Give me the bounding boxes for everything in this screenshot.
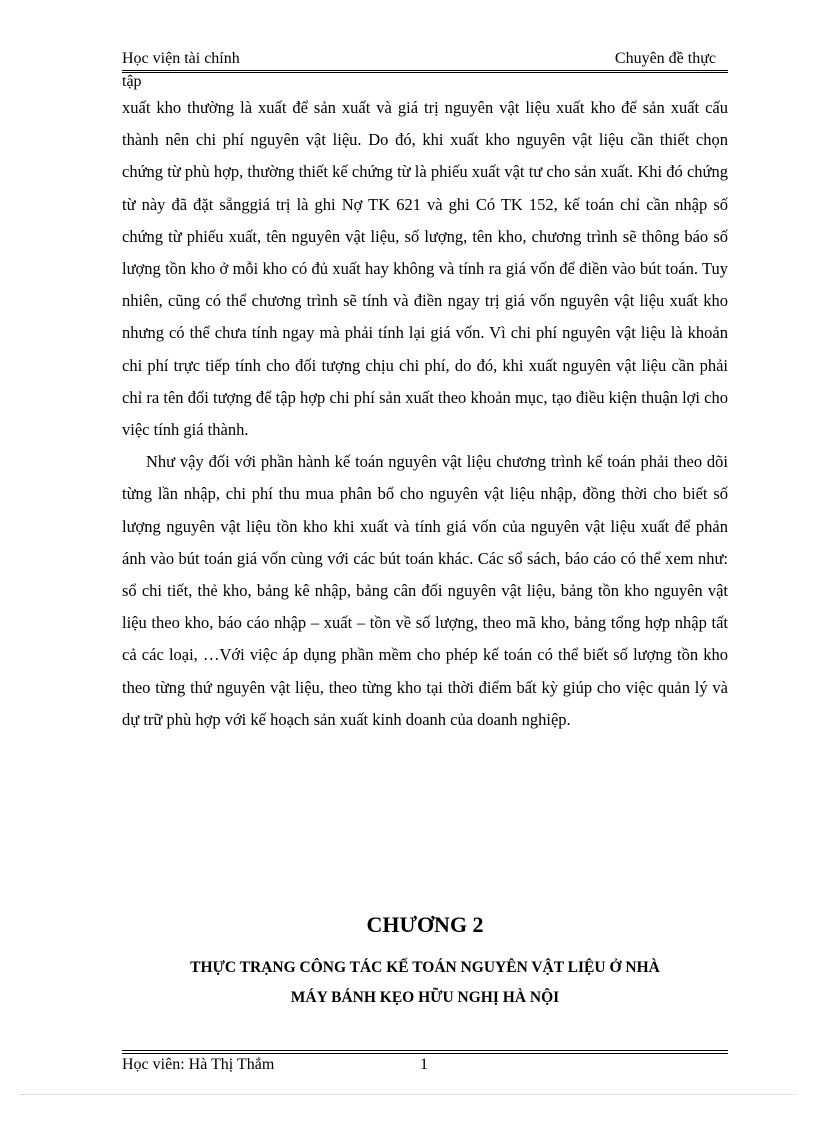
chapter-subtitle-line-1: THỰC TRẠNG CÔNG TÁC KẾ TOÁN NGUYÊN VẬT LIỆU Ở NHÀ xyxy=(190,959,660,976)
header-institution: Học viện tài chính xyxy=(122,50,240,67)
header-rule-double xyxy=(122,72,728,73)
paragraph-2: Như vậy đối với phần hành kế toán nguyên vật liệu chương trình kế toán phải theo dõi từng lần nhập, chi phí thu mua phân bổ cho nguyên vật liệu nhập, đồng thời cho biết số lượng nguyên vật liệu tồn kho khi xuất và tính giá vốn của nguyên vật liệu xuất để phản ánh vào bút toán giá vốn cùng với các bút toán khác. Các sổ sách, báo cáo có thể xem như: sổ chi tiết, thẻ kho, bảng kê nhập, bảng cân đối nguyên vật liệu, bảng tồn kho nguyên vật liệu theo kho, báo cáo nhập – xuất – tồn về số lượng, theo mã kho, bảng tổng hợp nhập tất cả các loại, …Với việc áp dụng phần mềm cho phép kế toán có thể biết số lượng tồn kho theo từng thứ nguyên vật liệu, theo từng kho tại thời điểm bất kỳ giúp cho việc quản lý và dự trữ phù hợp với kế hoạch sản xuất kinh doanh của doanh nghiệp. xyxy=(122,452,728,729)
paragraph-1: xuất kho thường là xuất để sản xuất và giá trị nguyên vật liệu xuất kho để sản xuất cấu thành nên chi phí nguyên vật liệu. Do đó, khi xuất kho nguyên vật liệu cần thiết chọn chứng từ phù hợp, thường thiết kế chứng từ là phiếu xuất vật tư cho sản xuất. Khi đó chứng từ này đã đặt sẵnggiá trị là ghi Nợ TK 621 và ghi Có TK 152, kế toán chỉ cần nhập số chứng từ phiếu xuất, tên nguyên vật liệu, số lượng, tên kho, chương trình sẽ thông báo số lượng tồn kho ở mỗi kho có đủ xuất hay không và tính ra giá vốn để điền vào bút toán. Tuy nhiên, cũng có thể chương trình sẽ tính và điền ngay trị giá vốn nguyên vật liệu xuất kho nhưng có thể chưa tính ngay mà phải tính lại giá vốn. Vì chi phí nguyên vật liệu là khoản chi phí trực tiếp tính cho đối tượng chịu chi phí, do đó, khi xuất nguyên vật liệu cần phải chỉ ra tên đối tượng để tập hợp chi phí sản xuất theo khoản mục, tạo điều kiện thuận lợi cho việc tính giá thành. xyxy=(122,98,728,440)
body-text xyxy=(122,92,728,736)
header-rule xyxy=(122,70,728,71)
footer-rule-double xyxy=(122,1053,728,1054)
header-report-type: Chuyên đề thực xyxy=(614,50,716,67)
chapter-subtitle-line-2: MÁY BÁNH KẸO HỮU NGHỊ HÀ NỘI xyxy=(290,989,560,1006)
chapter-title: CHƯƠNG 2 xyxy=(366,912,484,937)
header-report-type-wrap: tập xyxy=(122,73,142,90)
page-number: 1 xyxy=(420,1056,428,1073)
page-edge-divider xyxy=(20,1094,796,1095)
footer-author: Học viên: Hà Thị Thắm xyxy=(122,1056,275,1073)
chapter-subtitle xyxy=(122,953,728,1013)
footer-rule xyxy=(122,1050,728,1051)
